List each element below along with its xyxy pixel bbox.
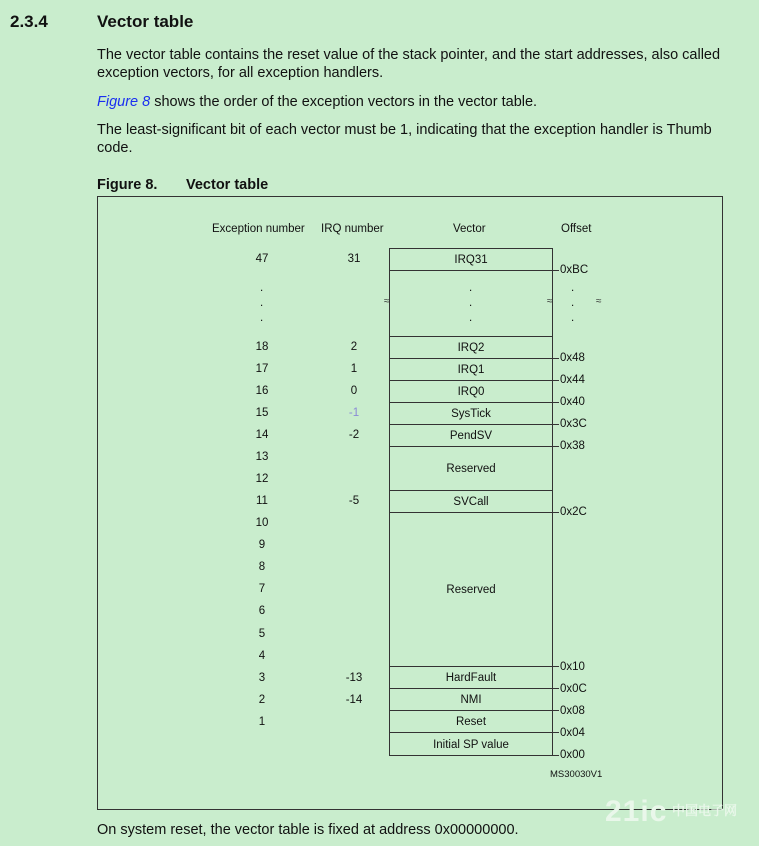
header-offset: Offset bbox=[561, 223, 592, 235]
irq-number: -2 bbox=[348, 429, 360, 441]
exception-number: 10 bbox=[255, 517, 269, 529]
vector-cell-pendsv: PendSV bbox=[389, 424, 553, 446]
break-mark-left: ≈ bbox=[384, 296, 390, 307]
exception-number: 47 bbox=[255, 253, 269, 265]
offset-tick bbox=[552, 270, 559, 271]
section-number: 2.3.4 bbox=[10, 12, 48, 31]
watermark-logo: 21ic bbox=[605, 795, 668, 828]
offset-label: 0x04 bbox=[560, 727, 585, 739]
irq-number: -14 bbox=[345, 694, 363, 706]
vector-ellipsis-dot: . bbox=[469, 312, 473, 324]
offset-label: 0x2C bbox=[560, 506, 587, 518]
header-vector: Vector bbox=[453, 223, 486, 235]
offset-tick bbox=[552, 512, 559, 513]
offset-tick bbox=[552, 402, 559, 403]
irq-number: -13 bbox=[345, 672, 363, 684]
offset-label: 0x00 bbox=[560, 749, 585, 761]
exception-number: 14 bbox=[255, 429, 269, 441]
offset-label: 0xBC bbox=[560, 264, 589, 276]
offset-tick bbox=[552, 755, 559, 756]
exception-ellipsis-dot: . bbox=[260, 282, 264, 294]
offset-tick bbox=[552, 666, 559, 667]
offset-tick bbox=[552, 424, 559, 425]
exception-number: 16 bbox=[255, 385, 269, 397]
exception-number: 3 bbox=[258, 672, 266, 684]
exception-number: 6 bbox=[258, 605, 266, 617]
paragraph-2-text: shows the order of the exception vectors in the vector table. bbox=[150, 94, 538, 110]
paragraph-4: On system reset, the vector table is fixed at address 0x00000000. bbox=[97, 822, 519, 838]
exception-number: 9 bbox=[258, 539, 266, 551]
vector-cell-irq2: IRQ2 bbox=[389, 336, 553, 358]
watermark-subtitle: 中国电子网 bbox=[672, 803, 738, 818]
exception-number: 13 bbox=[255, 451, 269, 463]
vector-cell-irq0: IRQ0 bbox=[389, 380, 553, 402]
exception-number: 8 bbox=[258, 561, 266, 573]
exception-number: 12 bbox=[255, 473, 269, 485]
vector-cell-irq1: IRQ1 bbox=[389, 358, 553, 380]
vector-cell-hardfault: HardFault bbox=[389, 666, 553, 688]
exception-number: 5 bbox=[258, 628, 266, 640]
offset-tick bbox=[552, 380, 559, 381]
figure-8-link[interactable]: Figure 8 bbox=[97, 94, 151, 110]
break-mark-right: ≈ bbox=[547, 296, 553, 307]
offset-ellipsis-dot: . bbox=[571, 297, 575, 309]
offset-label: 0x10 bbox=[560, 661, 585, 673]
irq-number: 0 bbox=[350, 385, 358, 397]
offset-label: 0x44 bbox=[560, 374, 585, 386]
irq-number: -5 bbox=[348, 495, 360, 507]
offset-ellipsis-dot: . bbox=[571, 282, 575, 294]
offset-label: 0x38 bbox=[560, 440, 585, 452]
offset-ellipsis-dot: . bbox=[571, 312, 575, 324]
exception-ellipsis-dot: . bbox=[260, 297, 264, 309]
irq-number: 1 bbox=[350, 363, 358, 375]
exception-number: 2 bbox=[258, 694, 266, 706]
header-exception-number: Exception number bbox=[212, 223, 305, 235]
vector-cell-initial-sp: Initial SP value bbox=[389, 732, 553, 756]
exception-number: 11 bbox=[256, 495, 268, 507]
vector-cell-svcall: SVCall bbox=[389, 490, 553, 512]
offset-tick bbox=[552, 446, 559, 447]
offset-tick bbox=[552, 710, 559, 711]
irq-number: 2 bbox=[350, 341, 358, 353]
offset-tick bbox=[552, 688, 559, 689]
exception-ellipsis-dot: . bbox=[260, 312, 264, 324]
vector-cell-systick: SysTick bbox=[389, 402, 553, 424]
paragraph-1: The vector table contains the reset value of the stack pointer, and the start addresses, also called exception vectors, for all exception handlers. bbox=[97, 47, 721, 81]
break-mark-offset: ≈ bbox=[596, 296, 602, 307]
vector-ellipsis-dot: . bbox=[469, 282, 473, 294]
figure-title: Vector table bbox=[186, 177, 269, 193]
offset-label: 0x40 bbox=[560, 396, 585, 408]
figure-label: Figure 8. bbox=[97, 177, 158, 193]
figure-code: MS30030V1 bbox=[550, 769, 603, 780]
vector-ellipsis-dot: . bbox=[469, 297, 473, 309]
offset-label: 0x3C bbox=[560, 418, 587, 430]
vector-cell-nmi: NMI bbox=[389, 688, 553, 710]
offset-label: 0x0C bbox=[560, 683, 587, 695]
irq-number: -1 bbox=[348, 407, 360, 419]
exception-number: 15 bbox=[255, 407, 269, 419]
section-title: Vector table bbox=[97, 12, 194, 31]
vector-cell-reset: Reset bbox=[389, 710, 553, 732]
irq-number: 31 bbox=[347, 253, 361, 265]
offset-label: 0x08 bbox=[560, 705, 585, 717]
exception-number: 4 bbox=[258, 650, 266, 662]
exception-number: 7 bbox=[258, 583, 266, 595]
vector-cell-irq31: IRQ31 bbox=[389, 248, 553, 270]
header-irq-number: IRQ number bbox=[321, 223, 384, 235]
paragraph-2 bbox=[97, 93, 737, 111]
exception-number: 1 bbox=[258, 716, 266, 728]
exception-number: 18 bbox=[255, 341, 269, 353]
vector-cell-reserved-2: Reserved bbox=[389, 512, 553, 666]
offset-tick bbox=[552, 358, 559, 359]
paragraph-3: The least-significant bit of each vector must be 1, indicating that the exception handler is Thumb code. bbox=[97, 122, 712, 156]
offset-label: 0x48 bbox=[560, 352, 585, 364]
exception-number: 17 bbox=[255, 363, 269, 375]
vector-cell-reserved-1: Reserved bbox=[389, 446, 553, 490]
offset-tick bbox=[552, 732, 559, 733]
